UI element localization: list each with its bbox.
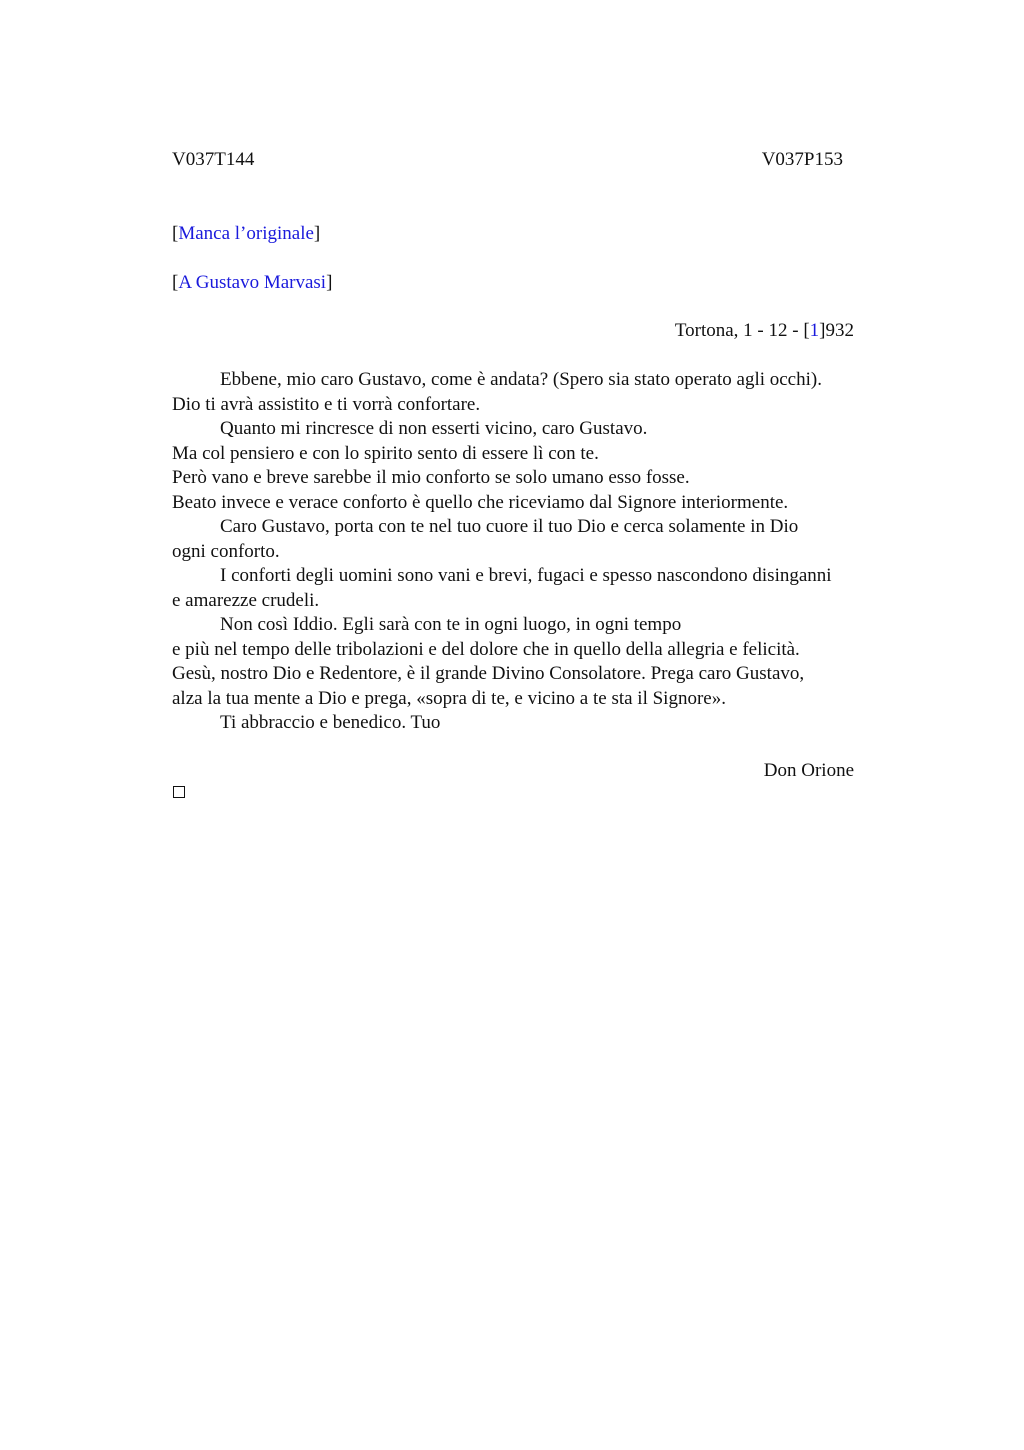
letter-line: I conforti degli uomini sono vani e brevi, fugaci e spesso nascondono disinganni bbox=[220, 565, 832, 586]
letter-line: Ebbene, mio caro Gustavo, come è andata? (Spero sia stato operato agli occhi). bbox=[220, 369, 822, 390]
letter-body bbox=[172, 368, 892, 736]
letter-line: e amarezze crudeli. bbox=[172, 589, 320, 611]
letter-line: ogni conforto. bbox=[172, 540, 280, 562]
letter-line: Ti abbraccio e benedico. Tuo bbox=[220, 712, 441, 733]
recipient-note: [A Gustavo Marvasi] bbox=[172, 272, 333, 293]
letter-line: Beato invece e verace conforto è quello che riceviamo dal Signore interiormente. bbox=[172, 491, 789, 513]
letter-line: alza la tua mente a Dio e prega, «sopra di te, e vicino a te sta il Signore». bbox=[172, 687, 726, 709]
letter-line: Caro Gustavo, porta con te nel tuo cuore il tuo Dio e cerca solamente in Dio bbox=[220, 516, 799, 537]
recipient-link[interactable]: A Gustavo Marvasi bbox=[178, 272, 327, 293]
letter-line: Ma col pensiero e con lo spirito sento di essere lì con te. bbox=[172, 442, 599, 464]
missing-original-note: [Manca l’originale] bbox=[172, 223, 321, 244]
signature: Don Orione bbox=[763, 760, 854, 781]
missing-original-link[interactable]: Manca l’originale bbox=[178, 223, 314, 244]
dateline-year-link[interactable]: 1 bbox=[809, 320, 820, 341]
dateline: Tortona, 1 - 12 - [1]932 bbox=[674, 320, 854, 341]
checkbox-icon[interactable] bbox=[173, 786, 185, 798]
letter-line: Gesù, nostro Dio e Redentore, è il grande Divino Consolatore. Prega caro Gustavo, bbox=[172, 663, 805, 684]
letter-line: Dio ti avrà assistito e ti vorrà confortare. bbox=[172, 393, 481, 415]
document-code-right: V037P153 bbox=[761, 149, 843, 170]
document-code-left: V037T144 bbox=[172, 149, 255, 170]
letter-line: Quanto mi rincresce di non esserti vicino, caro Gustavo. bbox=[220, 418, 648, 439]
letter-line: e più nel tempo delle tribolazioni e del dolore che in quello della allegria e felicità. bbox=[172, 638, 800, 660]
letter-line: Però vano e breve sarebbe il mio conforto se solo umano esso fosse. bbox=[172, 467, 690, 488]
letter-line: Non così Iddio. Egli sarà con te in ogni luogo, in ogni tempo bbox=[220, 614, 682, 635]
